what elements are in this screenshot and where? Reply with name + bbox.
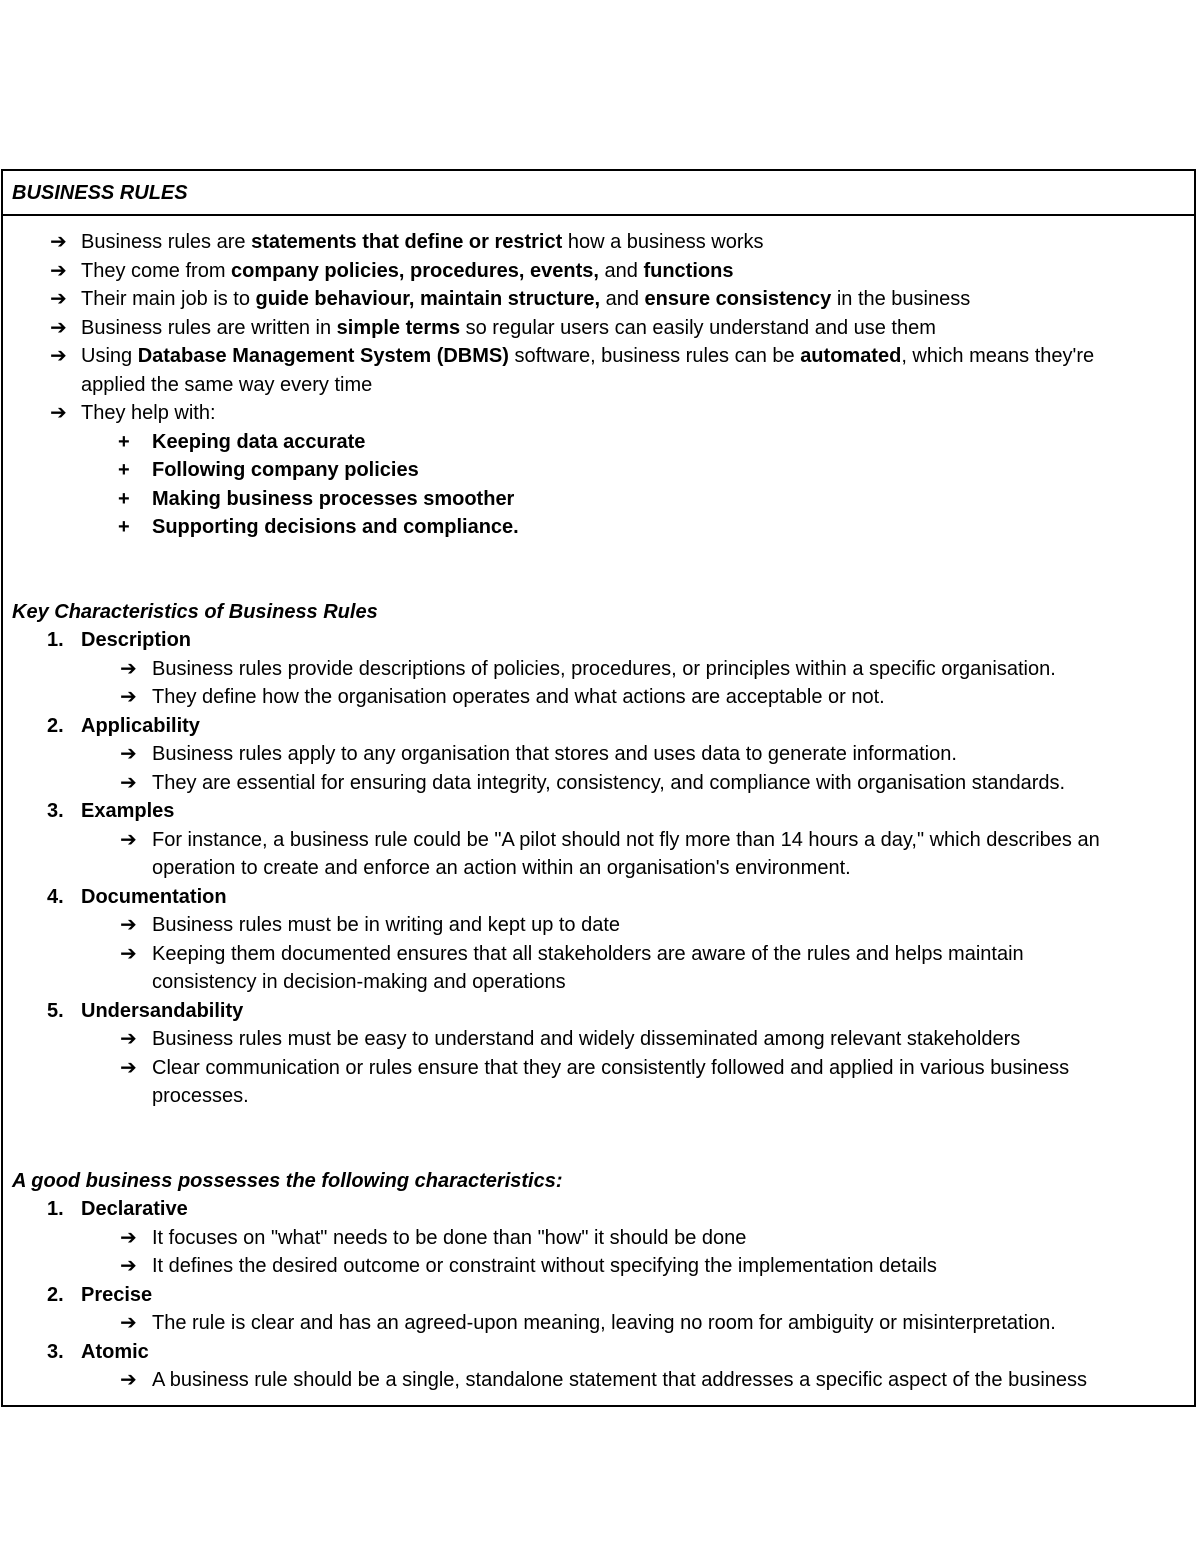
- plus-icon: +: [118, 430, 130, 453]
- sub-bullet: ➔ Business rules apply to any organisation that stores and uses data to generate information.: [3, 740, 1194, 769]
- spacer: [3, 1111, 1194, 1139]
- section-heading-good-business: A good business possesses the following characteristics:: [12, 1169, 563, 1192]
- intro-bullet-5-continued: applied the same way every time: [81, 373, 373, 396]
- arrow-icon: ➔: [120, 771, 137, 794]
- sub-bullet: ➔ They define how the organisation operates and what actions are acceptable or not.: [3, 683, 1194, 712]
- spacer: [3, 542, 1194, 570]
- intro-bullet-1: ➔ Business rules are statements that define or restrict how a business works: [3, 228, 1194, 257]
- plus-icon: +: [118, 516, 130, 538]
- title-row: [3, 171, 1194, 216]
- sub-bullet: ➔ A business rule should be a single, standalone statement that addresses a specific aspect of the business: [3, 1366, 1194, 1395]
- page-title: BUSINESS RULES: [12, 182, 188, 204]
- arrow-icon: ➔: [50, 259, 67, 282]
- arrow-icon: ➔: [120, 1226, 137, 1249]
- section-heading-key-characteristics: Key Characteristics of Business Rules: [12, 600, 378, 623]
- plus-icon: +: [118, 487, 130, 510]
- arrow-icon: ➔: [120, 1028, 137, 1050]
- spacer: [3, 1139, 1194, 1167]
- sub-bullet: ➔ Clear communication or rules ensure that they are consistently followed and applied in various business: [3, 1054, 1194, 1083]
- numbered-item: 1. Declarative: [47, 1198, 188, 1220]
- intro-bullet-6: ➔ They help with:: [3, 399, 1194, 428]
- intro-bullet-3: ➔ Their main job is to guide behaviour, maintain structure, and ensure consistency in the business: [3, 285, 1194, 314]
- numbered-item: 3. Atomic: [47, 1340, 149, 1363]
- sub-bullet: ➔ For instance, a business rule could be "A pilot should not fly more than 14 hours a day," which describes an: [3, 826, 1194, 855]
- arrow-icon: ➔: [50, 231, 67, 253]
- arrow-icon: ➔: [120, 1255, 137, 1277]
- arrow-icon: ➔: [120, 686, 137, 708]
- sub-bullet: ➔ Business rules must be in writing and kept up to date: [3, 911, 1194, 940]
- arrow-icon: ➔: [120, 657, 137, 680]
- arrow-icon: ➔: [120, 942, 137, 965]
- arrow-icon: ➔: [50, 345, 67, 367]
- numbered-item: 3. Examples: [47, 800, 175, 822]
- arrow-icon: ➔: [50, 402, 67, 424]
- document-frame: [1, 169, 1196, 1407]
- plus-icon: +: [118, 459, 130, 481]
- arrow-icon: ➔: [120, 828, 137, 851]
- sub-bullet-continued: processes.: [152, 1085, 249, 1107]
- intro-bullet-2: ➔ They come from company policies, procedures, events, and functions: [3, 257, 1194, 286]
- intro-bullet-5: ➔ Using Database Management System (DBMS) software, business rules can be automated, which means they're: [3, 342, 1194, 371]
- arrow-icon: ➔: [120, 914, 137, 936]
- sub-bullet: ➔ Business rules provide descriptions of policies, procedures, or principles within a specific organisation.: [3, 655, 1194, 684]
- sub-bullet: ➔ It focuses on "what" needs to be done than "how" it should be done: [3, 1224, 1194, 1253]
- arrow-icon: ➔: [120, 743, 137, 765]
- intro-bullet-4: ➔ Business rules are written in simple terms so regular users can easily understand and use them: [3, 314, 1194, 343]
- numbered-item: 1. Description: [47, 629, 192, 651]
- document-content: [3, 216, 1194, 1395]
- arrow-icon: ➔: [50, 288, 67, 310]
- sub-bullet: ➔ Business rules must be easy to understand and widely disseminated among relevant stakeholders: [3, 1025, 1194, 1054]
- sub-bullet: ➔ The rule is clear and has an agreed-upon meaning, leaving no room for ambiguity or misinterpretation.: [3, 1309, 1194, 1338]
- help-item: + Keeping data accurate: [3, 428, 1194, 457]
- numbered-item: 2. Applicability: [47, 714, 200, 737]
- sub-bullet: ➔ Keeping them documented ensures that all stakeholders are aware of the rules and helps maintain: [3, 940, 1194, 969]
- help-item: + Supporting decisions and compliance.: [3, 513, 1194, 542]
- arrow-icon: ➔: [120, 1369, 137, 1391]
- arrow-icon: ➔: [50, 316, 67, 339]
- sub-bullet-continued: consistency in decision-making and operations: [152, 971, 566, 993]
- arrow-icon: ➔: [120, 1312, 137, 1334]
- numbered-item: 4. Documentation: [47, 885, 227, 908]
- spacer: [3, 570, 1194, 598]
- sub-bullet: ➔ They are essential for ensuring data integrity, consistency, and compliance with organisation standards.: [3, 769, 1194, 798]
- help-item: + Following company policies: [3, 456, 1194, 485]
- numbered-item: 5. Undersandability: [47, 999, 244, 1022]
- sub-bullet: ➔ It defines the desired outcome or constraint without specifying the implementation details: [3, 1252, 1194, 1281]
- numbered-item: 2. Precise: [47, 1283, 153, 1306]
- arrow-icon: ➔: [120, 1056, 137, 1079]
- sub-bullet-continued: operation to create and enforce an action within an organisation's environment.: [152, 857, 851, 879]
- help-item: + Making business processes smoother: [3, 485, 1194, 514]
